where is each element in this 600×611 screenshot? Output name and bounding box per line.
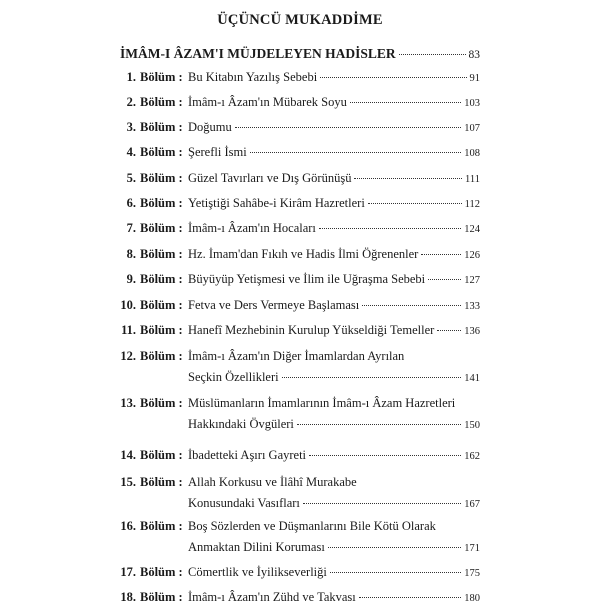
chapter-label: Bölüm :	[140, 448, 183, 462]
dot-leader	[362, 305, 461, 306]
chapter-title-block	[188, 448, 480, 469]
chapter-label: Bölüm :	[140, 565, 183, 579]
chapter-title-line	[188, 540, 480, 561]
dot-leader	[319, 228, 461, 229]
chapter-title-line	[188, 417, 480, 438]
chapter-title-line	[188, 171, 480, 192]
chapter-title-text: Fetva ve Ders Vermeye Başlaması	[188, 298, 360, 312]
page-number: 150	[464, 420, 480, 431]
dot-leader	[320, 77, 466, 78]
page-title: ÜÇÜNCÜ MUKADDİME	[217, 12, 383, 28]
chapter-title-line	[188, 475, 480, 496]
chapter-title-line	[188, 196, 480, 217]
page-number: 103	[464, 98, 480, 109]
chapter-label: Bölüm :	[140, 298, 183, 312]
chapter-title-block	[188, 298, 480, 319]
chapter-number: 2.	[126, 95, 136, 109]
chapter-title-line	[188, 565, 480, 586]
chapter-title-block	[188, 70, 480, 91]
dot-leader	[235, 127, 462, 128]
chapter-title-line	[188, 496, 480, 517]
chapter-title-line	[188, 247, 480, 268]
chapter-title-text: Yetiştiği Sahâbe-i Kirâm Hazretleri	[188, 196, 365, 210]
chapter-title-line	[188, 272, 480, 293]
chapter-number: 12.	[120, 349, 136, 363]
chapter-number: 5.	[126, 171, 136, 185]
chapter-title-text: Anmaktan Dilini Koruması	[188, 540, 325, 554]
chapter-title-text: Seçkin Özellikleri	[188, 370, 279, 384]
dot-leader	[350, 102, 461, 103]
chapter-title-line	[188, 221, 480, 242]
page-number: 111	[465, 174, 480, 185]
chapter-title-block	[188, 349, 480, 391]
chapter-title-text: İmâm-ı Âzam'ın Zühd ve Takvası	[188, 590, 356, 604]
chapter-label: Bölüm :	[140, 590, 183, 604]
chapter-title-line	[188, 396, 480, 417]
chapter-title-line	[188, 95, 480, 116]
chapter-label: Bölüm :	[140, 70, 183, 84]
chapter-title-text: Hakkındaki Övgüleri	[188, 417, 294, 431]
dot-leader	[428, 279, 461, 280]
chapter-title-block	[188, 590, 480, 611]
chapter-number: 11.	[121, 323, 136, 337]
chapter-title-text: Büyüyüp Yetişmesi ve İlim ile Uğraşma Sebebi	[188, 272, 426, 286]
chapter-title-line	[188, 145, 480, 166]
chapter-number: 4.	[126, 145, 136, 159]
page-number: 107	[464, 123, 480, 134]
page-number: 141	[464, 373, 480, 384]
page-number: 180	[464, 593, 480, 604]
chapter-label: Bölüm :	[140, 171, 183, 185]
chapter-title-line	[188, 70, 480, 91]
chapter-title-text: Allah Korkusu ve İlâhî Murakabe	[188, 475, 357, 489]
chapter-title-text: Güzel Tavırları ve Dış Görünüşü	[188, 171, 352, 185]
chapter-label: Bölüm :	[140, 323, 183, 337]
chapter-title-text: İmâm-ı Âzam'ın Diğer İmamlardan Ayrılan	[188, 349, 405, 363]
chapter-title-text: Müslümanların İmamlarının İmâm-ı Âzam Hazretleri	[188, 396, 456, 410]
chapter-label: Bölüm :	[140, 145, 183, 159]
chapter-number: 13.	[120, 396, 136, 410]
chapter-title-block	[188, 396, 480, 438]
chapter-title-text: Hanefî Mezhebinin Kurulup Yükseldiği Temeller	[188, 323, 435, 337]
chapter-title-block	[188, 475, 480, 517]
page-number: 171	[464, 543, 480, 554]
chapter-title-line	[188, 349, 480, 370]
chapter-title-block	[188, 323, 480, 344]
dot-leader	[330, 572, 461, 573]
chapter-number: 16.	[120, 519, 136, 533]
chapter-title-line	[188, 448, 480, 469]
dot-leader	[359, 597, 461, 598]
chapter-title-block	[188, 120, 480, 141]
chapter-title-block	[188, 519, 480, 561]
chapter-title-line	[188, 120, 480, 141]
chapter-title-line	[188, 323, 480, 344]
dot-leader	[282, 377, 462, 378]
chapter-label: Bölüm :	[140, 247, 183, 261]
chapter-number: 8.	[126, 247, 136, 261]
chapter-title-block	[188, 171, 480, 192]
dot-leader	[437, 330, 461, 331]
chapter-title-line	[188, 298, 480, 319]
page-number: 112	[464, 199, 480, 210]
chapter-title-text: Konusundaki Vasıfları	[188, 496, 300, 510]
chapter-label: Bölüm :	[140, 475, 183, 489]
chapter-label: Bölüm :	[140, 272, 183, 286]
chapter-title-block	[188, 95, 480, 116]
chapter-number: 7.	[126, 221, 136, 235]
dot-leader	[368, 203, 462, 204]
chapter-label: Bölüm :	[140, 396, 183, 410]
chapter-title-text: Cömertlik ve İyilikseverliği	[188, 565, 327, 579]
chapter-title-block	[188, 272, 480, 293]
chapter-title-block	[188, 196, 480, 217]
page-number: 91	[469, 73, 480, 84]
page-number: 133	[464, 301, 480, 312]
chapter-number: 1.	[126, 70, 136, 84]
dot-leader	[328, 547, 461, 548]
page-number: 136	[464, 326, 480, 337]
chapter-title-text: Hz. İmam'dan Fıkıh ve Hadis İlmi Öğrenenler	[188, 247, 419, 261]
chapter-title-text: İbadetteki Aşırı Gayreti	[188, 448, 307, 462]
chapter-title-block	[188, 221, 480, 242]
chapter-title-text: Bu Kitabın Yazılış Sebebi	[188, 70, 318, 84]
chapter-label: Bölüm :	[140, 95, 183, 109]
chapter-title-line	[188, 519, 480, 540]
chapter-label: Bölüm :	[140, 349, 183, 363]
page-number: 126	[464, 250, 480, 261]
chapter-title-block	[188, 247, 480, 268]
dot-leader	[309, 455, 461, 456]
dot-leader	[421, 254, 461, 255]
section-heading-label: İMÂM-I ÂZAM'I MÜJDELEYEN HADİSLER	[120, 46, 396, 61]
dot-leader	[297, 424, 461, 425]
chapter-title-line	[188, 370, 480, 391]
chapter-label: Bölüm :	[140, 519, 183, 533]
chapter-number: 14.	[120, 448, 136, 462]
dot-leader	[303, 503, 461, 504]
dot-leader	[399, 54, 466, 55]
chapter-title-text: Doğumu	[188, 120, 232, 134]
chapter-title-text: Şerefli İsmi	[188, 145, 247, 159]
chapter-label: Bölüm :	[140, 221, 183, 235]
page-number: 162	[464, 451, 480, 462]
dot-leader	[354, 178, 462, 179]
chapter-number: 9.	[126, 272, 136, 286]
chapter-number: 18.	[120, 590, 136, 604]
chapter-label: Bölüm :	[140, 120, 183, 134]
dot-leader	[250, 152, 462, 153]
chapter-number: 15.	[120, 475, 136, 489]
chapter-title-text: İmâm-ı Âzam'ın Mübarek Soyu	[188, 95, 347, 109]
chapter-number: 3.	[126, 120, 136, 134]
chapter-title-text: Boş Sözlerden ve Düşmanlarını Bile Kötü Olarak	[188, 519, 436, 533]
section-heading-page: 83	[468, 49, 480, 61]
chapter-label: Bölüm :	[140, 196, 183, 210]
page-number: 167	[464, 499, 480, 510]
chapter-number: 17.	[120, 565, 136, 579]
page-number: 127	[464, 275, 480, 286]
chapter-number: 10.	[120, 298, 136, 312]
chapter-title-block	[188, 565, 480, 586]
chapter-number: 6.	[126, 196, 136, 210]
section-heading	[120, 46, 480, 62]
page-number: 175	[464, 568, 480, 579]
chapter-title-line	[188, 590, 480, 611]
chapter-title-text: İmâm-ı Âzam'ın Hocaları	[188, 221, 316, 235]
page-number: 124	[464, 224, 480, 235]
chapter-title-block	[188, 145, 480, 166]
page-number: 108	[464, 148, 480, 159]
